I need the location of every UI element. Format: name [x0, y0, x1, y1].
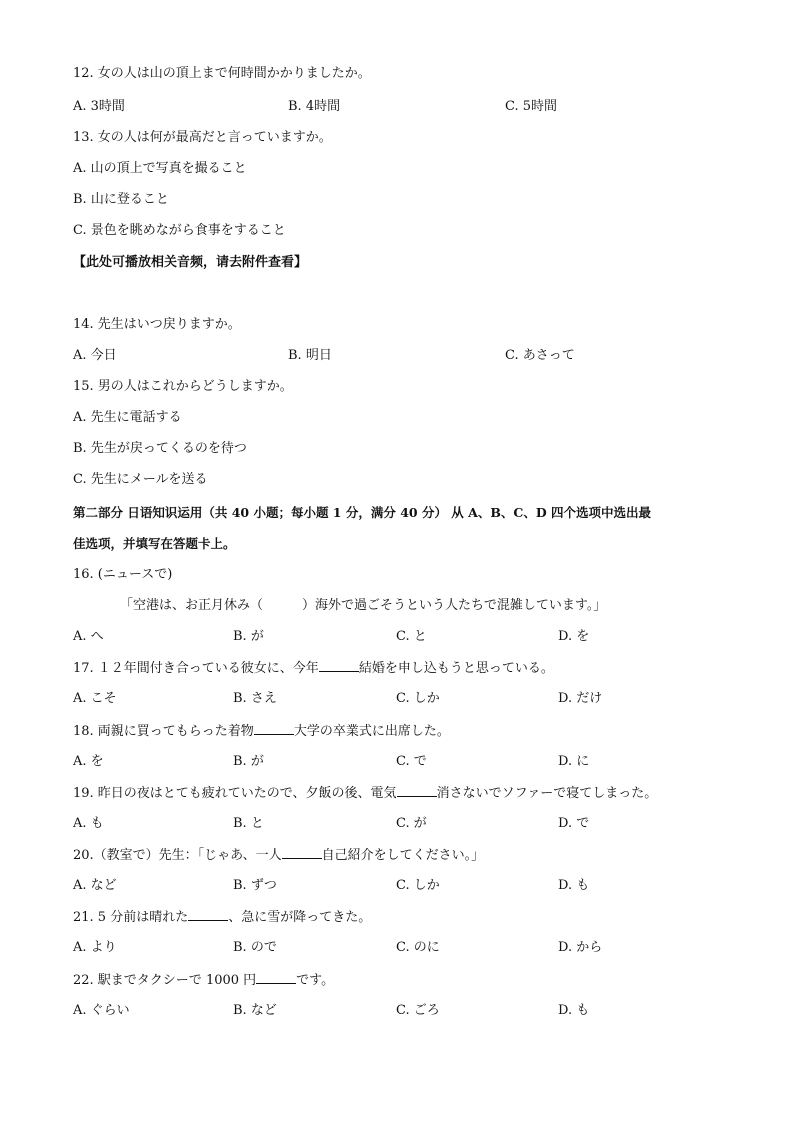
question-16-stem: 16. (ニュースで) [73, 567, 173, 582]
q18-option-d: D. に [558, 754, 590, 769]
q21-stem-start: 21. 5 分前は晴れた [73, 910, 189, 925]
q21-option-d: D. から [558, 940, 603, 955]
q20-option-c: C. しか [396, 878, 440, 893]
q14-option-a: A. 今日 [73, 348, 117, 363]
q16-option-c: C. と [396, 629, 427, 644]
answer-blank [256, 971, 296, 984]
question-22-stem [73, 971, 334, 990]
q18-option-b: B. が [233, 754, 264, 769]
q22-option-a: A. ぐらい [73, 1003, 130, 1018]
q20-option-a: A. など [73, 878, 117, 893]
q21-option-a: A. より [73, 940, 117, 955]
answer-blank [397, 784, 437, 797]
question-16-sentence: 「空港は、お正月休み（ ）海外で過ごそうという人たちで混雑しています。」 [120, 598, 607, 613]
answer-blank [188, 908, 228, 921]
q13-option-a: A. 山の頂上で写真を撮ること [73, 161, 247, 176]
question-14-stem: 14. 先生はいつ戻りますか。 [73, 317, 241, 332]
q22-stem-end: です。 [296, 973, 335, 988]
q22-option-d: D. も [558, 1003, 590, 1018]
q21-option-c: C. のに [396, 940, 440, 955]
q18-option-a: A. を [73, 754, 104, 769]
q19-option-b: B. と [233, 816, 264, 831]
q19-option-d: D. で [558, 816, 590, 831]
q20-option-d: D. も [558, 878, 590, 893]
answer-blank [254, 722, 294, 735]
q20-option-b: B. ずつ [233, 878, 277, 893]
q17-option-a: A. こそ [73, 691, 117, 706]
section-2-heading-cont: 佳选项，并填写在答题卡上。 [73, 536, 236, 551]
audio-notice: 【此处可播放相关音频，请去附件查看】 [73, 255, 308, 270]
q12-option-a: A. 3時間 [73, 99, 125, 114]
q21-option-b: B. ので [233, 940, 277, 955]
q13-option-b: B. 山に登ること [73, 192, 169, 207]
q22-stem-start: 22. 駅までタクシーで 1000 円 [73, 973, 257, 988]
q17-option-b: B. さえ [233, 691, 277, 706]
q18-option-c: C. で [396, 754, 427, 769]
q19-stem-start: 19. 昨日の夜はとても疲れていたので、夕飯の後、電気 [73, 786, 397, 801]
answer-blank [282, 846, 322, 859]
q17-stem-start: 17. １２年間付き合っている彼女に、今年 [73, 661, 319, 676]
q17-option-d: D. だけ [558, 691, 603, 706]
q22-option-b: B. など [233, 1003, 277, 1018]
q19-stem-end: 消さないでソファーで寝てしまった。 [436, 786, 658, 801]
q15-option-b: B. 先生が戻ってくるのを待つ [73, 441, 247, 456]
q18-stem-start: 18. 両親に買ってもらった着物 [73, 724, 254, 739]
q16-option-d: D. を [558, 629, 590, 644]
q16-option-a: A. へ [73, 629, 104, 644]
q17-stem-end: 結婚を申し込もうと思っている。 [358, 661, 554, 676]
q16-option-b: B. が [233, 629, 264, 644]
question-15-stem: 15. 男の人はこれからどうしますか。 [73, 379, 293, 394]
q20-stem-start: 20.（教室で）先生：「じゃあ、一人 [73, 848, 282, 863]
q12-option-b: B. 4時間 [288, 99, 341, 114]
q21-stem-end: 、急に雪が降ってきた。 [228, 910, 372, 925]
section-2-heading: 第二部分 日语知识运用（共 40 小题；每小题 1 分，满分 40 分） 从 A、B、C、D 四个选项中选出最 [73, 505, 652, 520]
q17-option-c: C. しか [396, 691, 440, 706]
q15-option-a: A. 先生に電話する [73, 410, 182, 425]
question-17-stem [73, 659, 554, 678]
q12-option-c: C. 5時間 [505, 99, 558, 114]
question-21-stem [73, 908, 371, 927]
q13-option-c: C. 景色を眺めながら食事をすること [73, 223, 286, 238]
question-20-stem [73, 846, 484, 865]
answer-blank [319, 659, 359, 672]
question-13-stem: 13. 女の人は何が最高だと言っていますか。 [73, 130, 332, 145]
q22-option-c: C. ごろ [396, 1003, 440, 1018]
q15-option-c: C. 先生にメールを送る [73, 472, 208, 487]
q18-stem-end: 大学の卒業式に出席した。 [293, 724, 450, 739]
q19-option-c: C. が [396, 816, 427, 831]
question-18-stem [73, 722, 450, 741]
q19-option-a: A. も [73, 816, 104, 831]
q20-stem-end: 自己紹介をしてください。」 [321, 848, 485, 863]
question-12-stem: 12. 女の人は山の頂上まで何時間かかりましたか。 [73, 66, 371, 81]
q14-option-c: C. あさって [505, 348, 575, 363]
q14-option-b: B. 明日 [288, 348, 332, 363]
question-19-stem [73, 784, 657, 803]
